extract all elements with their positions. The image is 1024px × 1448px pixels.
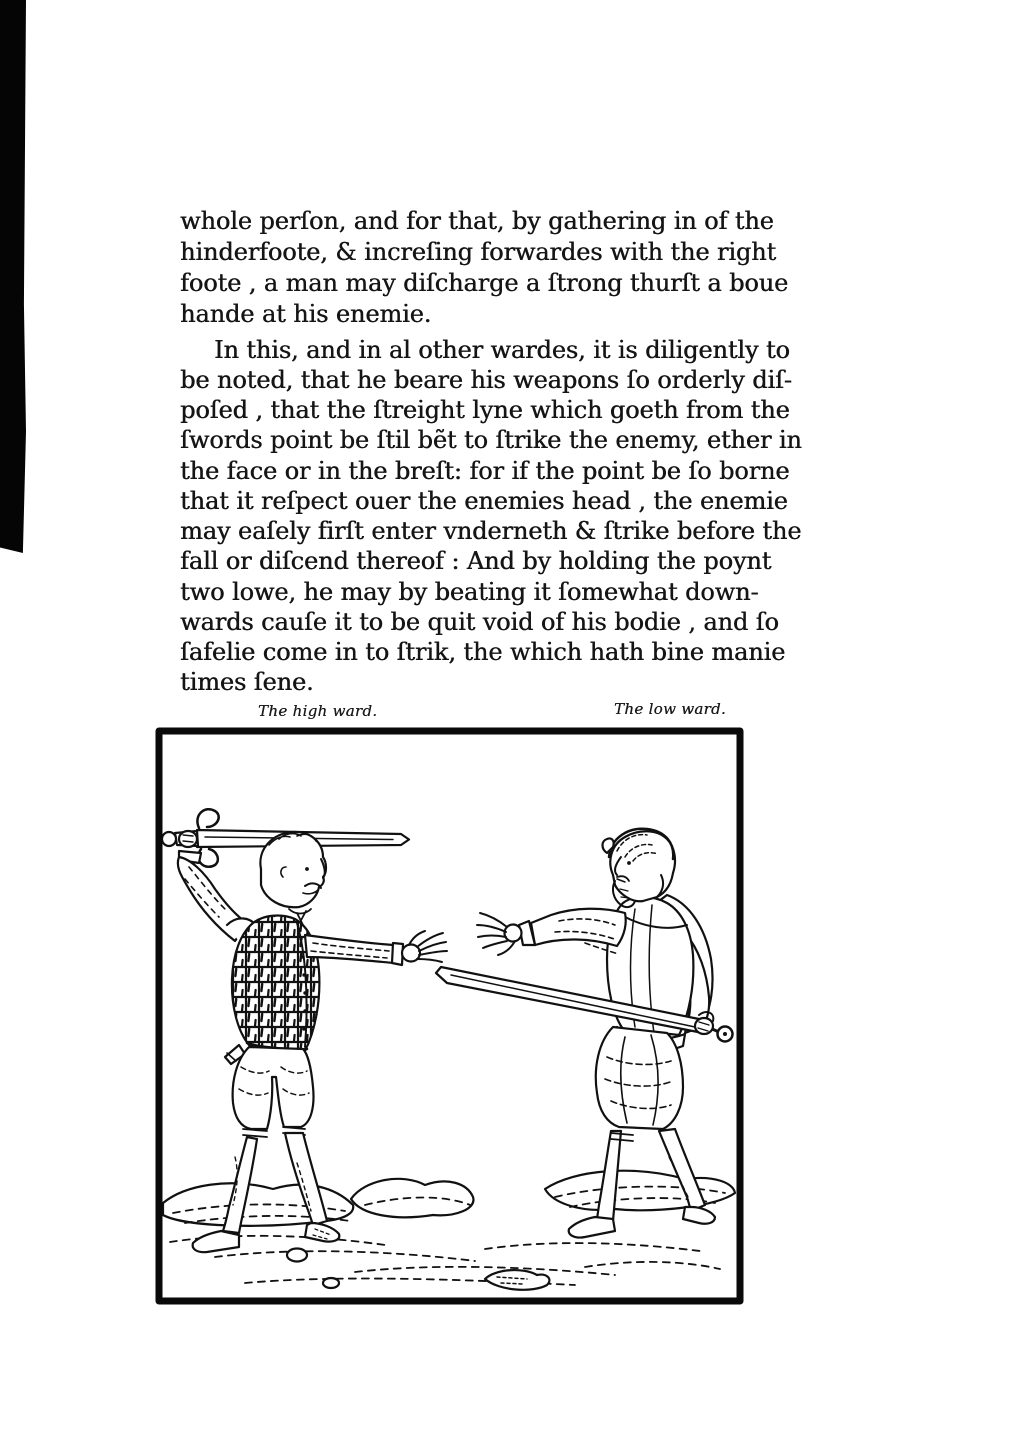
woodcut-figure: [155, 727, 744, 1305]
figure-caption-high-ward: The high ward.: [258, 702, 378, 720]
text-line: foote , a man may diſcharge a ſtrong thurſt a boue: [180, 269, 789, 297]
text-line: ſafelie come in to ſtrik, the which hath bine manie: [180, 638, 786, 666]
woodcut-illustration: [155, 727, 744, 1305]
text-line: times ſene.: [180, 668, 314, 696]
figure-caption-low-ward: The low ward.: [614, 700, 726, 718]
text-line: two lowe, he may by beating it ſomewhat down-: [180, 578, 759, 606]
text-line: poſed , that the ſtreight lyne which goeth from the: [180, 396, 790, 424]
text-line: the face or in the breſt: for if the point be ſo borne: [180, 457, 790, 485]
text-line: hinderfoote, & increſing forwardes with the right: [180, 238, 777, 266]
text-line: that it reſpect ouer the enemies head , the enemie: [180, 487, 788, 515]
text-line: wards cauſe it to be quit void of his bodie , and ſo: [180, 608, 779, 636]
text-line: In this, and in al other wardes, it is diligently to: [214, 336, 790, 364]
text-line: ſwords point be ſtil bẽt to ſtrike the enemy, ether in: [180, 426, 802, 454]
text-line: whole perſon, and for that, by gathering in of the: [180, 207, 774, 235]
text-line: may eaſely firſt enter vnderneth & ſtrike before the: [180, 517, 802, 545]
scan-edge-artifact: [0, 0, 26, 553]
text-line: fall or diſcend thereof : And by holding the poynt: [180, 547, 772, 575]
text-line: be noted, that he beare his weapons ſo orderly diſ-: [180, 366, 792, 394]
text-line: hande at his enemie.: [180, 300, 432, 328]
